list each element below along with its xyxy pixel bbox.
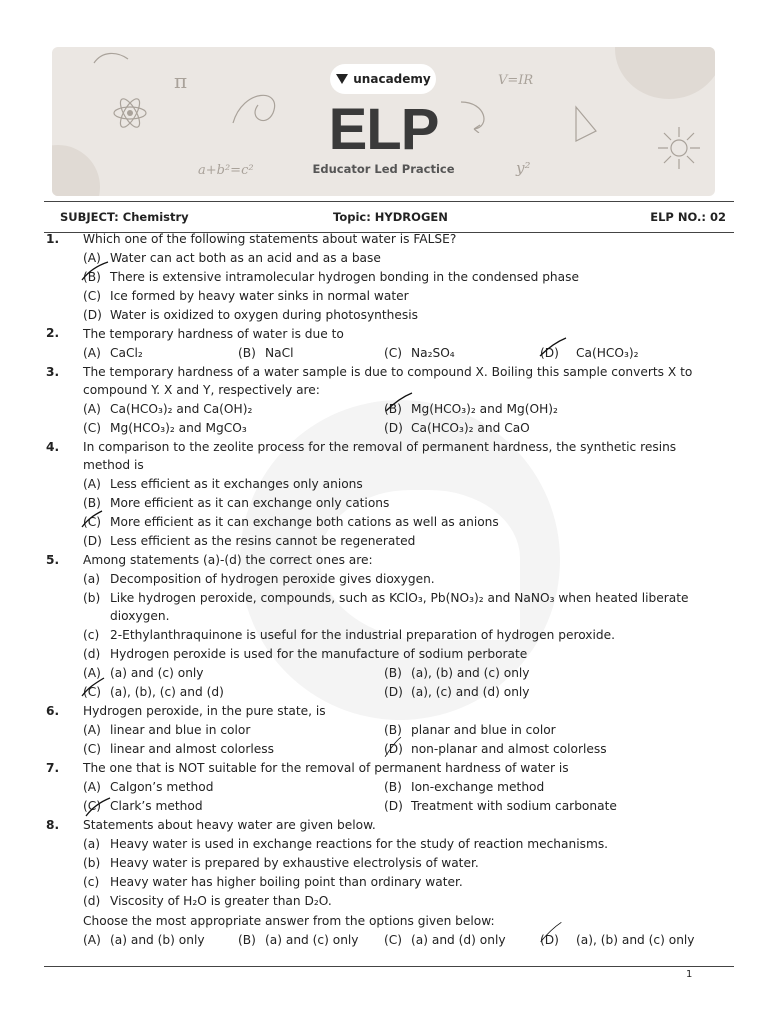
elp-banner xyxy=(52,47,715,196)
statement xyxy=(83,874,463,890)
brand-logo xyxy=(330,64,436,94)
option-text: More efficient as it can exchange only cations xyxy=(110,496,390,510)
statement xyxy=(83,571,435,587)
option xyxy=(83,779,213,795)
option xyxy=(83,307,418,323)
option-text: Calgon’s method xyxy=(110,780,214,794)
option-text: (a), (b) and (c) only xyxy=(576,933,695,947)
statement-text: Heavy water has higher boiling point than ordinary water. xyxy=(110,875,463,889)
question-text: Hydrogen peroxide, in the pure state, is xyxy=(83,704,326,718)
question-number: 6. xyxy=(46,704,60,718)
statement-label: (a) xyxy=(83,837,100,851)
option-text: (a) and (c) only xyxy=(110,666,204,680)
option xyxy=(83,476,363,492)
option xyxy=(83,514,499,530)
statement xyxy=(83,855,479,871)
option xyxy=(238,345,293,361)
pythagoras-doodle: a+b²=c² xyxy=(198,163,254,178)
option-text: (a), (c) and (d) only xyxy=(411,685,530,699)
statement xyxy=(83,646,527,662)
option-text: Ca(HCO₃)₂ and Ca(OH)₂ xyxy=(110,402,253,416)
option xyxy=(83,420,247,436)
option-text: Water is oxidized to oxygen during photosynthesis xyxy=(110,308,418,322)
answer-tick-mark xyxy=(84,796,114,818)
option-text: (a), (b), (c) and (d) xyxy=(110,685,224,699)
page-number: 1 xyxy=(686,969,693,980)
statement-label: (c) xyxy=(83,628,100,642)
option-label: (D) xyxy=(384,799,403,813)
option-text: More efficient as it can exchange both cations as well as anions xyxy=(110,515,499,529)
option-text: There is extensive intramolecular hydrogen bonding in the condensed phase xyxy=(110,270,579,284)
option-label: (A) xyxy=(83,346,101,360)
statement-continuation: dioxygen. xyxy=(110,609,170,623)
answer-tick-mark xyxy=(80,676,110,698)
question-text: The one that is NOT suitable for the removal of permanent hardness of water is xyxy=(83,761,569,775)
y-squared-doodle: y² xyxy=(516,159,531,177)
option xyxy=(83,345,143,361)
option-label: (B) xyxy=(83,496,101,510)
elp-number: ELP NO.: 02 xyxy=(650,210,726,224)
option-text: Ca(HCO₃)₂ and CaO xyxy=(411,421,530,435)
option-text: linear and almost colorless xyxy=(110,742,274,756)
option xyxy=(83,250,381,266)
option xyxy=(83,741,274,757)
option xyxy=(384,741,607,757)
option xyxy=(238,932,359,948)
question-text: method is xyxy=(83,458,144,472)
option xyxy=(384,684,530,700)
option-text: Na₂SO₄ xyxy=(411,346,455,360)
question-number: 1. xyxy=(46,232,60,246)
statement-label: (b) xyxy=(83,856,101,870)
option-text: planar and blue in color xyxy=(411,723,556,737)
option xyxy=(83,401,252,417)
option-label: (A) xyxy=(83,251,101,265)
option-label: (B) xyxy=(83,270,101,284)
statement xyxy=(83,893,332,909)
option-text: Less efficient as it exchanges only anions xyxy=(110,477,363,491)
question-text: Among statements (a)-(d) the correct ones are: xyxy=(83,553,373,567)
pi-doodle: π xyxy=(174,69,188,93)
statement-label: (d) xyxy=(83,894,101,908)
option-label: (D) xyxy=(540,346,559,360)
answer-tick-mark xyxy=(538,336,568,358)
option-label: (B) xyxy=(384,402,402,416)
footer-divider xyxy=(44,966,734,967)
banner-subtitle: Educator Led Practice xyxy=(312,162,455,176)
option xyxy=(83,932,205,948)
statement-text: Heavy water is prepared by exhaustive electrolysis of water. xyxy=(110,856,479,870)
banner-title: ELP xyxy=(328,97,439,162)
question-text: The temporary hardness of water is due to xyxy=(83,327,344,341)
option-label: (A) xyxy=(83,402,101,416)
question-number: 3. xyxy=(46,365,60,379)
statement-label: (b) xyxy=(83,591,101,605)
option-label: (B) xyxy=(384,780,402,794)
option-text: Treatment with sodium carbonate xyxy=(411,799,617,813)
option xyxy=(384,932,506,948)
question-text: Statements about heavy water are given below. xyxy=(83,818,376,832)
statement-text: Decomposition of hydrogen peroxide gives dioxygen. xyxy=(110,572,435,586)
option-text: Mg(HCO₃)₂ and Mg(OH)₂ xyxy=(411,402,558,416)
question-number: 7. xyxy=(46,761,60,775)
question-number: 4. xyxy=(46,440,60,454)
statement xyxy=(83,627,615,643)
option-label: (B) xyxy=(238,933,256,947)
option-label: (A) xyxy=(83,666,101,680)
statement xyxy=(83,590,688,606)
question-text: compound Y. X and Y, respectively are: xyxy=(83,383,320,397)
answer-tick-mark xyxy=(536,921,566,943)
answer-tick-mark xyxy=(80,260,110,282)
option-text: Ion-exchange method xyxy=(411,780,545,794)
option-label: (A) xyxy=(83,780,101,794)
question-text: Choose the most appropriate answer from the options given below: xyxy=(83,914,495,928)
option xyxy=(384,665,530,681)
option-label: (A) xyxy=(83,477,101,491)
option-label: (C) xyxy=(83,515,102,529)
question-number: 2. xyxy=(46,326,60,340)
statement-label: (d) xyxy=(83,647,101,661)
option xyxy=(83,269,579,285)
decor-circle xyxy=(615,47,715,99)
question-number: 8. xyxy=(46,818,60,832)
option-text: linear and blue in color xyxy=(110,723,251,737)
option xyxy=(83,495,389,511)
option-label: (B) xyxy=(238,346,256,360)
option-text: (a) and (d) only xyxy=(411,933,506,947)
option-label: (C) xyxy=(384,933,403,947)
brand-name: unacademy xyxy=(353,72,431,86)
statement-text: Hydrogen peroxide is used for the manufacture of sodium perborate xyxy=(110,647,528,661)
option-label: (B) xyxy=(384,666,402,680)
option xyxy=(384,420,530,436)
option xyxy=(384,722,556,738)
question-text: Which one of the following statements about water is FALSE? xyxy=(83,232,457,246)
answer-tick-mark xyxy=(378,736,408,758)
option-label: (A) xyxy=(83,723,101,737)
option-text: Ice formed by heavy water sinks in normal water xyxy=(110,289,409,303)
option-label: (C) xyxy=(83,421,102,435)
option xyxy=(384,345,455,361)
option-text: (a) and (c) only xyxy=(265,933,359,947)
option-text: Ca(HCO₃)₂ xyxy=(576,346,639,360)
answer-tick-mark xyxy=(80,507,110,529)
option-label: (D) xyxy=(540,933,559,947)
option-text: Water can act both as an acid and as a base xyxy=(110,251,381,265)
topic-label: Topic: HYDROGEN xyxy=(333,210,448,224)
question-text: In comparison to the zeolite process for the removal of permanent hardness, the synthetic resins xyxy=(83,440,677,454)
subject-label: SUBJECT: Chemistry xyxy=(60,210,189,224)
question-number: 5. xyxy=(46,553,60,567)
statement-text: Like hydrogen peroxide, compounds, such as KClO₃, Pb(NO₃)₂ and NaNO₃ when heated liberate xyxy=(110,591,689,605)
option-label: (C) xyxy=(83,742,102,756)
statement-text: Viscosity of H₂O is greater than D₂O. xyxy=(110,894,332,908)
statement-label: (a) xyxy=(83,572,100,586)
option-text: Mg(HCO₃)₂ and MgCO₃ xyxy=(110,421,247,435)
option xyxy=(83,533,415,549)
statement-text: 2-Ethylanthraquinone is useful for the industrial preparation of hydrogen peroxide. xyxy=(110,628,616,642)
option-label: (D) xyxy=(384,685,403,699)
brand-logo-icon xyxy=(335,73,349,85)
option-label: (B) xyxy=(384,723,402,737)
document-header xyxy=(44,201,734,233)
option-label: (C) xyxy=(83,799,102,813)
option-label: (C) xyxy=(384,346,403,360)
curve-doodle xyxy=(92,49,132,65)
option xyxy=(384,779,544,795)
question-text: The temporary hardness of a water sample is due to compound X. Boiling this sample converts X to xyxy=(83,365,693,379)
ohm-law-doodle: V=IR xyxy=(498,73,534,88)
option xyxy=(83,288,409,304)
option-label: (C) xyxy=(83,289,102,303)
option-text: CaCl₂ xyxy=(110,346,143,360)
option-label: (D) xyxy=(83,534,102,548)
option-text: NaCl xyxy=(265,346,294,360)
statement-text: Heavy water is used in exchange reactions for the study of reaction mechanisms. xyxy=(110,837,609,851)
option-label: (D) xyxy=(384,421,403,435)
statement xyxy=(83,836,608,852)
option-text: (a) and (b) only xyxy=(110,933,205,947)
option xyxy=(83,722,250,738)
option-text: Less efficient as the resins cannot be regenerated xyxy=(110,534,416,548)
statement-label: (c) xyxy=(83,875,100,889)
option-label: (D) xyxy=(384,742,403,756)
option-text: Clark’s method xyxy=(110,799,203,813)
option-text: (a), (b) and (c) only xyxy=(411,666,530,680)
option-label: (D) xyxy=(83,308,102,322)
option xyxy=(384,798,617,814)
option-label: (C) xyxy=(83,685,102,699)
option-label: (A) xyxy=(83,933,101,947)
answer-tick-mark xyxy=(384,391,414,413)
option-text: non-planar and almost colorless xyxy=(411,742,607,756)
